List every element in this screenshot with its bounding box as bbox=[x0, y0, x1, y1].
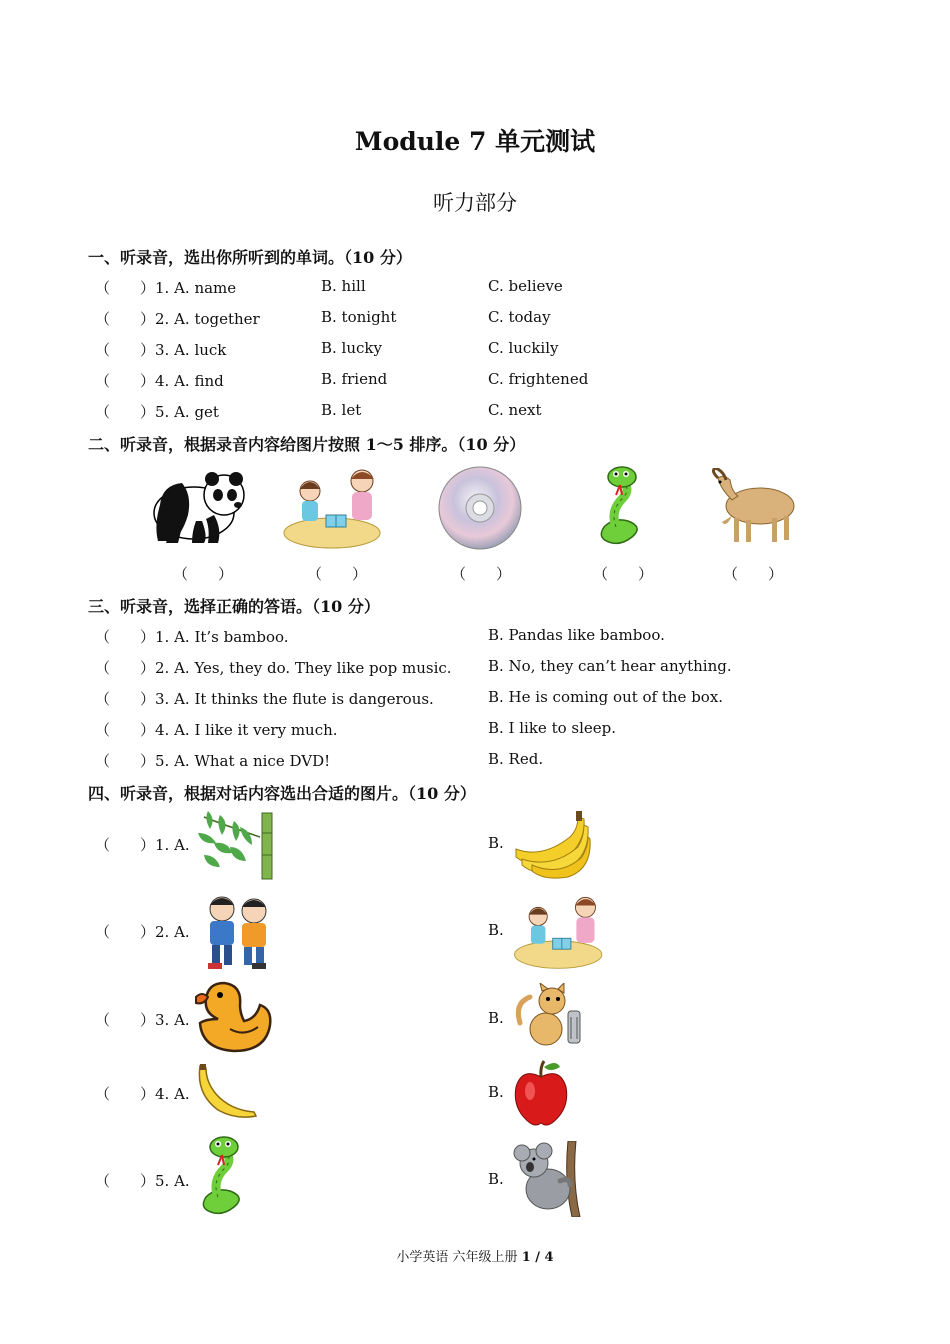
answer-paren: （ bbox=[95, 372, 111, 390]
dvd-disc-image bbox=[437, 465, 523, 551]
option-a: ）4. A. find bbox=[140, 372, 224, 390]
page-footer bbox=[0, 1246, 950, 1265]
apple-image bbox=[512, 1059, 570, 1127]
duck-image bbox=[194, 979, 274, 1055]
girls-with-gift-image bbox=[282, 463, 386, 551]
s1-question-4 bbox=[95, 370, 895, 392]
s3-question-1 bbox=[95, 626, 895, 648]
section-subtitle: 听力部分 bbox=[433, 191, 517, 215]
option-a: ）1. A. It’s bamboo. bbox=[140, 628, 289, 646]
answer-paren: （ bbox=[95, 279, 111, 297]
s3-question-5 bbox=[95, 750, 895, 772]
option-b: B. bbox=[488, 921, 504, 939]
s1-question-1 bbox=[95, 277, 895, 299]
option-b: B. hill bbox=[321, 277, 366, 295]
two-boys-image bbox=[196, 891, 280, 971]
section-2-heading: 二、听录音，根据录音内容给图片按照 1～5 排序。（10 分） bbox=[88, 435, 526, 454]
answer-paren: （ bbox=[95, 690, 111, 708]
footer-text: 小学英语 六年级上册 bbox=[396, 1250, 522, 1265]
option-c: C. frightened bbox=[488, 370, 589, 388]
bamboo-image bbox=[194, 807, 282, 881]
goat-image bbox=[702, 468, 802, 548]
section-1-heading: 一、听录音，选出你所听到的单词。（10 分） bbox=[88, 248, 412, 267]
section-3-heading: 三、听录音，选择正确的答语。（10 分） bbox=[88, 597, 380, 616]
answer-paren: （ bbox=[95, 403, 111, 421]
page-title: Module 7 单元测试 bbox=[354, 127, 596, 156]
bananas-image bbox=[512, 807, 592, 879]
answer-paren: （ bbox=[95, 310, 111, 328]
answer-paren: （ bbox=[95, 1011, 111, 1029]
option-c: C. today bbox=[488, 308, 551, 326]
s3-question-2 bbox=[95, 657, 895, 679]
option-b: B. He is coming out of the box. bbox=[488, 688, 724, 706]
answer-paren: （ bbox=[95, 341, 111, 359]
answer-paren: （ bbox=[95, 659, 111, 677]
s3-question-4 bbox=[95, 719, 895, 741]
section-4-heading: 四、听录音，根据对话内容选出合适的图片。（10 分） bbox=[88, 784, 476, 803]
order-blank-1: （ ） bbox=[173, 565, 234, 583]
option-b: B. tonight bbox=[321, 308, 397, 326]
koala-image bbox=[512, 1141, 586, 1217]
option-b: B. bbox=[488, 834, 504, 852]
option-a: ）3. A. bbox=[140, 1011, 190, 1029]
option-a: ）1. A. bbox=[140, 836, 190, 854]
option-a: ）3. A. luck bbox=[140, 341, 227, 359]
s1-question-5 bbox=[95, 401, 895, 423]
page-number: 1 / 4 bbox=[521, 1250, 554, 1265]
option-c: C. luckily bbox=[488, 339, 559, 357]
s3-question-3 bbox=[95, 688, 895, 710]
s1-question-3 bbox=[95, 339, 895, 361]
answer-paren: （ bbox=[95, 721, 111, 739]
option-b: B. friend bbox=[321, 370, 388, 388]
s1-question-2 bbox=[95, 308, 895, 330]
option-c: C. believe bbox=[488, 277, 563, 295]
order-blank-4: （ ） bbox=[593, 565, 654, 583]
option-b: B. bbox=[488, 1009, 504, 1027]
option-c: C. next bbox=[488, 401, 542, 419]
option-b: B. lucky bbox=[321, 339, 382, 357]
option-a: ）5. A. What a nice DVD! bbox=[140, 752, 331, 770]
option-a: ）5. A. get bbox=[140, 403, 219, 421]
option-a: ）1. A. name bbox=[140, 279, 237, 297]
answer-paren: （ bbox=[95, 752, 111, 770]
answer-paren: （ bbox=[95, 628, 111, 646]
option-b: B. let bbox=[321, 401, 362, 419]
snake-image bbox=[194, 1133, 252, 1223]
option-a: ）3. A. It thinks the flute is dangerous. bbox=[140, 690, 434, 708]
answer-paren: （ bbox=[95, 1085, 111, 1103]
answer-paren: （ bbox=[95, 836, 111, 854]
option-b: B. No, they can’t hear anything. bbox=[488, 657, 732, 675]
option-b: B. Red. bbox=[488, 750, 544, 768]
answer-paren: （ bbox=[95, 923, 111, 941]
snake-image bbox=[592, 465, 650, 551]
girls-with-gift-image bbox=[512, 891, 608, 971]
order-blank-5: （ ） bbox=[723, 565, 784, 583]
option-a: ）2. A. bbox=[140, 923, 190, 941]
answer-paren: （ bbox=[95, 1172, 111, 1190]
order-blank-3: （ ） bbox=[451, 565, 512, 583]
panda-image bbox=[152, 465, 250, 547]
option-a: ）5. A. bbox=[140, 1172, 190, 1190]
option-a: ）4. A. bbox=[140, 1085, 190, 1103]
banana-image bbox=[194, 1064, 258, 1120]
option-b: B. bbox=[488, 1170, 504, 1188]
option-b: B. bbox=[488, 1083, 504, 1101]
option-b: B. I like to sleep. bbox=[488, 719, 617, 737]
option-a: ）2. A. Yes, they do. They like pop music. bbox=[140, 659, 452, 677]
option-a: ）2. A. together bbox=[140, 310, 260, 328]
order-blank-2: （ ） bbox=[307, 565, 368, 583]
option-b: B. Pandas like bamboo. bbox=[488, 626, 665, 644]
option-a: ）4. A. I like it very much. bbox=[140, 721, 338, 739]
cat-with-flute-image bbox=[512, 983, 588, 1049]
